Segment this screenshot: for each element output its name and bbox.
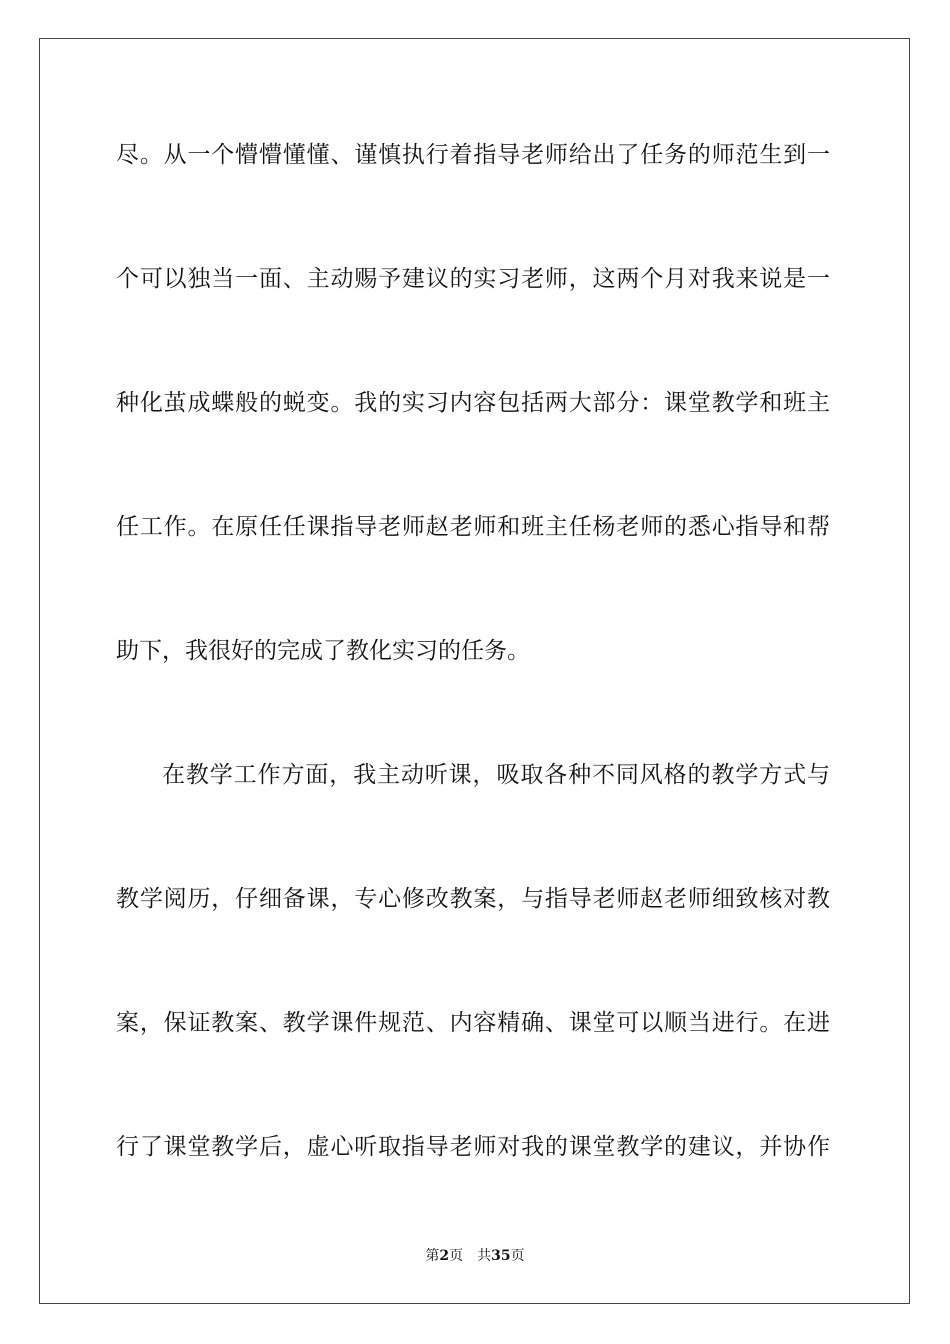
- text-line-3: 种化茧成蝶般的蜕变。我的实习内容包括两大部分：课堂教学和班主: [116, 390, 830, 416]
- text-line-7: 教学阅历，仔细备课，专心修改教案，与指导老师赵老师细致核对教: [116, 886, 830, 912]
- text-line-9: 行了课堂教学后，虚心听取指导老师对我的课堂教学的建议，并协作: [116, 1134, 830, 1160]
- text-line-2: 个可以独当一面、主动赐予建议的实习老师，这两个月对我来说是一: [116, 266, 830, 292]
- footer-page-prefix: 第: [425, 1248, 440, 1264]
- footer-total-prefix: 共: [477, 1248, 492, 1264]
- text-line-4: 任工作。在原任任课指导老师赵老师和班主任杨老师的悉心指导和帮: [116, 514, 830, 540]
- text-line-1: 尽。从一个懵懵懂懂、谨慎执行着指导老师给出了任务的师范生到一: [116, 142, 830, 168]
- text-line-5: 助下，我很好的完成了教化实习的任务。: [116, 638, 530, 664]
- footer-page-suffix: 页: [449, 1248, 464, 1264]
- footer-page-number: 2: [439, 1248, 450, 1264]
- footer-total-pages: 35: [491, 1248, 511, 1264]
- text-line-8: 案，保证教案、教学课件规范、内容精确、课堂可以顺当进行。在进: [116, 1010, 830, 1036]
- page-border: [39, 38, 910, 1304]
- footer-total-suffix: 页: [510, 1248, 525, 1264]
- page-footer: [0, 1246, 950, 1266]
- text-line-6: 在教学工作方面，我主动听课，吸取各种不同风格的教学方式与: [162, 762, 830, 788]
